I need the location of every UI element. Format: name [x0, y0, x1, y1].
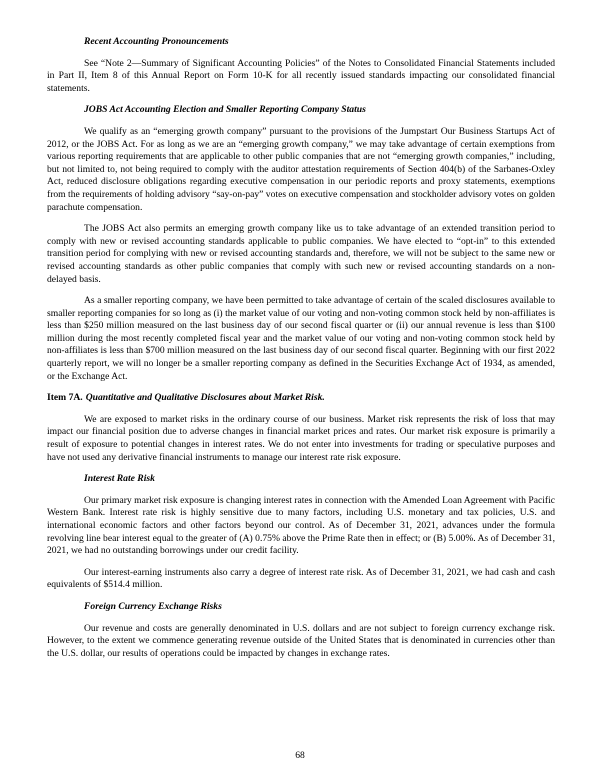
item-7a-heading — [47, 392, 555, 405]
item-7a-number: Item 7A. — [47, 392, 83, 404]
section-heading-foreign-currency-exchange-risks: Foreign Currency Exchange Risks — [84, 600, 222, 612]
page-number: 68 — [295, 750, 305, 762]
section-heading-jobs-act-election: JOBS Act Accounting Election and Smaller Reporting Company Status — [84, 104, 366, 116]
paragraph-recent-accounting: See “Note 2—Summary of Significant Accounting Policies” of the Notes to Consolidated Financial Statements included in Part II, Item 8 of this Annual Report on Form 10-K for all recently issued standards impacting our consolidated financial statements. — [47, 57, 555, 94]
paragraph-jobs-act-transition-period: The JOBS Act also permits an emerging growth company like us to take advantage of an extended transition period to comply with new or revised accounting standards applicable to public companies. We have elected to “opt-in” to this extended transition period for complying with new or revised accounting standards and, therefore, we will not be subject to the same new or revised accounting standards as other public companies that comply with such new or revised accounting standards on a non-delayed basis. — [47, 223, 555, 285]
paragraph-interest-rate-exposure: Our primary market risk exposure is changing interest rates in connection with the Amended Loan Agreement with Pacific Western Bank. Interest rate risk is highly sensitive due to many factors, including U.S. monetary and tax policies, U.S. and international economic factors and other factors beyond our control. As of December 31, 2021, advances under the formula revolving line bear interest equal to the greater of (A) 0.75% above the Prime Rate then in effect; or (B) 5.00%. As of December 31, 2021, we had no outstanding borrowings under our credit facility. — [47, 494, 555, 557]
paragraph-foreign-currency: Our revenue and costs are generally denominated in U.S. dollars and are not subject to foreign currency exchange risk. However, to the extent we commence generating revenue outside of the United States that is denominated in currencies other than the U.S. dollar, our results of operations could be impacted by changes in exchange rates. — [47, 622, 555, 659]
paragraph-smaller-reporting-company: As a smaller reporting company, we have been permitted to take advantage of certain of the scaled disclosures available to smaller reporting companies for so long as (i) the market value of our voting and non-voting common stock held by non-affiliates is less than $250 million measured on the last business day of our second fiscal quarter or (ii) our annual revenue is less than $100 million during the most recently completed fiscal year and the market value of our voting and non-voting common stock held by non-affiliates is less than $700 million measured on the last business day of our second fiscal quarter. Beginning with our first 2022 quarterly report, we will no longer be a smaller reporting company as defined in the Securities Exchange Act of 1934, as amended, or the Exchange Act. — [47, 295, 555, 382]
item-7a-title: Quantitative and Qualitative Disclosures about Market Risk. — [85, 392, 325, 404]
section-heading-interest-rate-risk: Interest Rate Risk — [84, 473, 155, 485]
page-footer — [0, 750, 600, 763]
paragraph-emerging-growth-company: We qualify as an “emerging growth company” pursuant to the provisions of the Jumpstart Our Business Startups Act of 2012, or the JOBS Act. For as long as we are an “emerging growth company,” we may take advantage of certain exemptions from various reporting requirements that are applicable to other public companies that are not “emerging growth companies,” including, but not limited to, not being required to comply with the auditor attestation requirements of Section 404(b) of the Sarbanes-Oxley Act, reduced disclosure obligations regarding executive compensation in our periodic reports and proxy statements, exemptions from the requirements of holding advisory “say-on-pay” votes on executive compensation and stockholder advisory votes on golden parachute compensation. — [47, 125, 555, 213]
paragraph-market-risk-overview: We are exposed to market risks in the ordinary course of our business. Market risk represents the risk of loss that may impact our financial position due to adverse changes in financial market prices and rates. Our market risk exposure is primarily a result of exposure to potential changes in interest rates. We do not enter into investments for trading or speculative purposes and have not used any derivative financial instruments to manage our interest rate risk exposure. — [47, 413, 555, 463]
section-heading-recent-accounting-pronouncements: Recent Accounting Pronouncements — [84, 36, 229, 47]
paragraph-interest-earning-instruments: Our interest-earning instruments also carry a degree of interest rate risk. As of December 31, 2021, we had cash and cash equivalents of $514.4 million. — [47, 566, 555, 591]
